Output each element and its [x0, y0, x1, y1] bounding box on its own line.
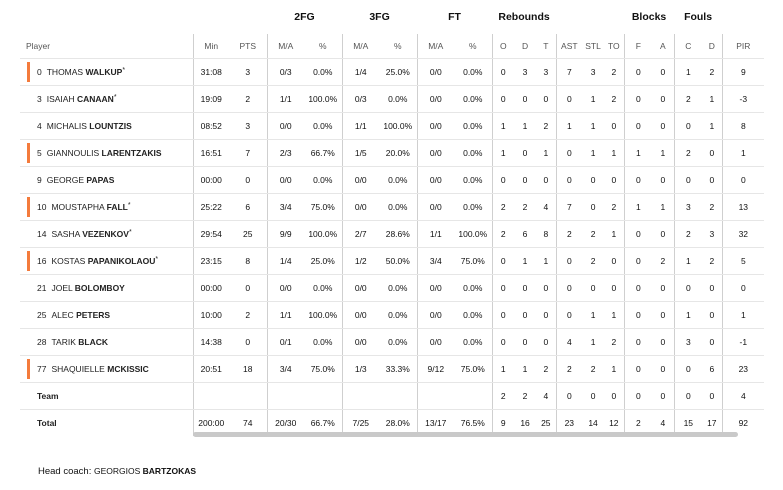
- col-3fg-pct[interactable]: %: [379, 34, 417, 59]
- col-stl[interactable]: STL: [582, 34, 604, 59]
- player-row: 0 THOMAS WALKUP* 31:08 3 0/3 0.0% 1/4 25.0% 0/0 0.0% 0 3 3 7 3 2 0 0 1 2 9: [20, 59, 764, 86]
- player-cell: 5 GIANNOULIS LARENTZAKIS: [20, 140, 193, 167]
- player-row: 28 TARIK BLACK 14:38 0 0/1 0.0% 0/0 0.0% 0/0 0.0% 0 0 0 4 1 2 0 0 3 0 -1: [20, 329, 764, 356]
- player-link[interactable]: GIANNOULIS LARENTZAKIS: [46, 148, 162, 158]
- column-header-row: [20, 34, 764, 59]
- col-player: Player: [20, 34, 193, 59]
- col-2fg-pct[interactable]: %: [304, 34, 342, 59]
- player-row: 5 GIANNOULIS LARENTZAKIS 16:51 7 2/3 66.7% 1/5 20.0% 0/0 0.0% 1 0 1 0 1 1 1 1 2 0 1: [20, 140, 764, 167]
- col-ast[interactable]: AST: [556, 34, 582, 59]
- head-coach-label: Head coach:: [38, 466, 92, 477]
- group-fouls: Fouls: [684, 11, 713, 23]
- player-row: 77 SHAQUIELLE MCKISSIC 20:51 18 3/4 75.0% 1/3 33.3% 9/12 75.0% 1 1 2 2 2 1 0 0 0 6 23: [20, 356, 764, 383]
- starter-marker: [27, 197, 30, 217]
- player-link[interactable]: SHAQUIELLE MCKISSIC: [51, 364, 149, 374]
- player-cell: 28 TARIK BLACK: [20, 329, 193, 356]
- col-blk-f[interactable]: F: [624, 34, 652, 59]
- player-cell: 0 THOMAS WALKUP*: [20, 59, 193, 86]
- starter-marker: [27, 143, 30, 163]
- player-cell: 77 SHAQUIELLE MCKISSIC: [20, 356, 193, 383]
- col-to[interactable]: TO: [604, 34, 624, 59]
- player-row: 10 MOUSTAPHA FALL* 25:22 6 3/4 75.0% 0/0 0.0% 0/0 0.0% 2 2 4 7 0 2 1 1 3 2 13: [20, 194, 764, 221]
- player-cell: 25 ALEC PETERS: [20, 302, 193, 329]
- col-blk-a[interactable]: A: [652, 34, 674, 59]
- player-cell: 16 KOSTAS PAPANIKOLAOU*: [20, 248, 193, 275]
- player-row: 21 JOEL BOLOMBOY 00:00 0 0/0 0.0% 0/0 0.0% 0/0 0.0% 0 0 0 0 0 0 0 0 0 0 0: [20, 275, 764, 302]
- col-min[interactable]: Min: [193, 34, 229, 59]
- head-coach: [38, 466, 196, 477]
- col-3fg-ma[interactable]: M/A: [342, 34, 379, 59]
- player-link[interactable]: JOEL BOLOMBOY: [51, 283, 125, 293]
- col-2fg-ma[interactable]: M/A: [267, 34, 304, 59]
- total-label: Total: [37, 418, 57, 428]
- col-reb-t[interactable]: T: [536, 34, 556, 59]
- player-link[interactable]: GEORGE PAPAS: [46, 175, 115, 185]
- player-cell: 21 JOEL BOLOMBOY: [20, 275, 193, 302]
- player-link[interactable]: MOUSTAPHA FALL*: [51, 202, 131, 212]
- starter-marker: [27, 359, 30, 379]
- box-score-table: [20, 0, 764, 436]
- team-row: Team 2 2 4 0 0 0 0 0 0 0 4: [20, 383, 764, 410]
- player-cell: 10 MOUSTAPHA FALL*: [20, 194, 193, 221]
- player-row: 14 SASHA VEZENKOV* 29:54 25 9/9 100.0% 2/7 28.6% 1/1 100.0% 2 6 8 2 2 1 0 0 2 3 32: [20, 221, 764, 248]
- col-foul-d[interactable]: D: [702, 34, 722, 59]
- col-reb-o[interactable]: O: [492, 34, 514, 59]
- group-blocks: Blocks: [631, 11, 667, 23]
- player-row: 3 ISAIAH CANAAN* 19:09 2 1/1 100.0% 0/3 0.0% 0/0 0.0% 0 0 0 0 1 2 0 0 2 1 -3: [20, 86, 764, 113]
- player-link[interactable]: SASHA VEZENKOV*: [51, 229, 132, 239]
- player-link[interactable]: ALEC PETERS: [51, 310, 111, 320]
- head-coach-name: GEORGIOS BARTZOKAS: [93, 466, 197, 476]
- group-2fg: 2FG: [294, 11, 315, 23]
- horizontal-scrollbar[interactable]: [193, 432, 738, 437]
- player-link[interactable]: MICHALIS LOUNTZIS: [46, 121, 132, 131]
- group-3fg: 3FG: [369, 11, 390, 23]
- player-cell: 4 MICHALIS LOUNTZIS: [20, 113, 193, 140]
- player-link[interactable]: TARIK BLACK: [51, 337, 108, 347]
- team-label: Team: [20, 383, 193, 410]
- player-cell: 14 SASHA VEZENKOV*: [20, 221, 193, 248]
- player-link[interactable]: ISAIAH CANAAN*: [46, 94, 117, 104]
- player-cell: 9 GEORGE PAPAS: [20, 167, 193, 194]
- player-cell: 3 ISAIAH CANAAN*: [20, 86, 193, 113]
- player-row: 9 GEORGE PAPAS 00:00 0 0/0 0.0% 0/0 0.0% 0/0 0.0% 0 0 0 0 0 0 0 0 0 0 0: [20, 167, 764, 194]
- col-reb-d[interactable]: D: [514, 34, 536, 59]
- col-pir[interactable]: PIR: [722, 34, 764, 59]
- col-foul-c[interactable]: C: [674, 34, 702, 59]
- col-ft-pct[interactable]: %: [454, 34, 492, 59]
- col-ft-ma[interactable]: M/A: [417, 34, 454, 59]
- player-link[interactable]: KOSTAS PAPANIKOLAOU*: [51, 256, 159, 266]
- player-row: 16 KOSTAS PAPANIKOLAOU* 23:15 8 1/4 25.0% 1/2 50.0% 3/4 75.0% 0 1 1 0 2 0 0 2 1 2 5: [20, 248, 764, 275]
- column-group-header: [20, 0, 764, 34]
- col-pts[interactable]: PTS: [229, 34, 267, 59]
- group-ft: FT: [448, 11, 461, 23]
- player-row: 25 ALEC PETERS 10:00 2 1/1 100.0% 0/0 0.0% 0/0 0.0% 0 0 0 0 1 1 0 0 1 0 1: [20, 302, 764, 329]
- starter-marker: [27, 62, 30, 82]
- player-row: 4 MICHALIS LOUNTZIS 08:52 3 0/0 0.0% 1/1 100.0% 0/0 0.0% 1 1 2 1 1 0 0 0 0 1 8: [20, 113, 764, 140]
- total-row: Total 200:00 74 20/30 66.7% 7/25 28.0% 13/17 76.5% 9 16 25 23 14 12 2 4 15 17 92: [20, 410, 764, 437]
- starter-marker: [27, 251, 30, 271]
- group-rebounds: Rebounds: [498, 11, 550, 23]
- player-link[interactable]: THOMAS WALKUP*: [46, 67, 126, 77]
